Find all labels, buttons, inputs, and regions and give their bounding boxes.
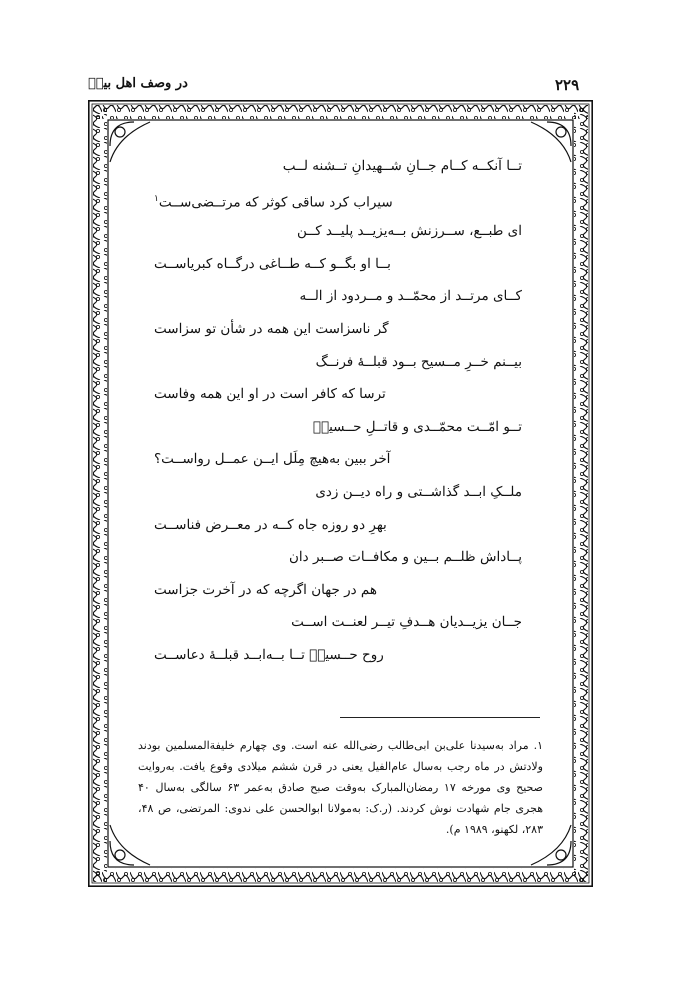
- footnote-divider: [340, 717, 540, 718]
- verse-line: بــا او بگــو کــه طــاغی درگــاه کبریاســت: [154, 255, 391, 272]
- verse-line: تــو امّــت محمّــدی و قاتــلِ حــسینؑ: [312, 418, 522, 435]
- verse-line: روح حــسینؑ تــا بــه‌ابــد قبلــهٔ دعاســت: [154, 646, 384, 663]
- page-number: ۲۲۹: [555, 76, 580, 94]
- verse-line: گر ناسزاست این همه در شأن تو سزاست: [154, 320, 389, 337]
- verse-line: ای طبــع، ســرزنش بــه‌یزیــد پلیــد کــن: [297, 223, 522, 240]
- running-title: در وصف اهل بیتؑ: [88, 76, 188, 91]
- verse-line: کــای مرتــد از محمّــد و مــردود از الــه: [299, 288, 522, 305]
- verse-line: سیراب کرد ساقی کوثر که مرتــضی‌ســت$^۱$: [154, 193, 393, 211]
- verse-line: هم در جهان اگرچه که در آخرت جزاست: [154, 581, 378, 598]
- verse-line: تــا آنکــه کــام جــانِ شــهیدانِ تــشنه لــب: [282, 158, 522, 174]
- poem: [150, 150, 530, 672]
- verse-line: جــان یزیــدیان هــدفِ تیــر لعنــت اســت: [291, 614, 522, 631]
- footnote: ۱. مراد به‌سیدنا علی‌بن ابی‌طالب رضی‌الله عنه است. وی چهارم خلیفةالمسلمین بودند ولادتش در ماه رجب به‌سال عام‌الفیل یعنی در قرن ششم میلادی وقوع یافت. به‌روایت صحیح وی مورخه ۱۷ رمضان‌المبارک به‌وقت صبح صادق به‌عمر ۶۳ سالگی به‌سال ۴۰ هجری جام شهادت نوش کردند. (ر.ک: به‌مولانا ابوالحسن علی ندوی: المرتضی، ص ۴۸، ۲۸۳، لکهنو، ۱۹۸۹ م).: [138, 739, 543, 836]
- verse-line: ملــکِ ابــد گذاشــتی و راه دیــن زدی: [315, 483, 522, 500]
- verse-line: بهرِ دو روزه جاه کــه در معــرض فناســت: [154, 516, 387, 533]
- verse-line: آخر ببین به‌هیچ مِلَل ایــن عمــل رواســت؟: [154, 451, 391, 468]
- footnote-marker: ۱: [154, 193, 159, 204]
- verse-line: پــاداش ظلــم بــین و مکافــات صــبر دان: [289, 549, 522, 566]
- verse-line: بیــنم خــرِ مــسیح بــود قبلــهٔ فرنــگ: [315, 353, 522, 370]
- verse-line: ترسا که کافر است در او این همه وفاست: [154, 386, 386, 403]
- page-header: [0, 76, 681, 98]
